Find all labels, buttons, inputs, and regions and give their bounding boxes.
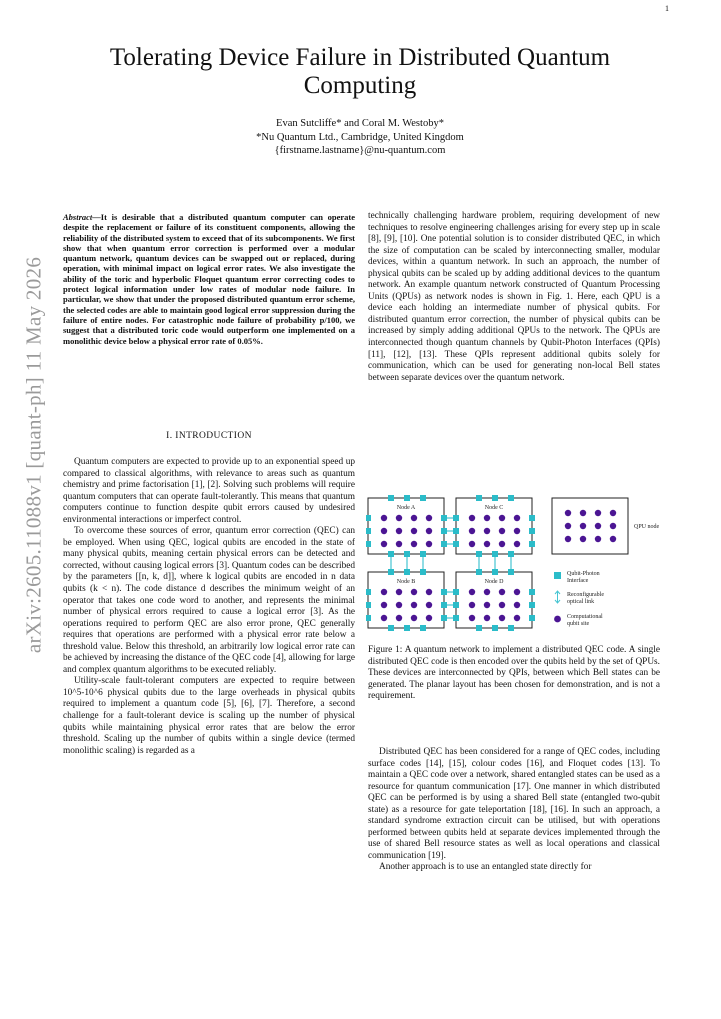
qpi-square xyxy=(529,615,535,621)
qpi-square xyxy=(366,615,371,621)
qubit-site xyxy=(514,589,520,595)
qubit-site xyxy=(595,523,601,529)
qpi-square xyxy=(529,541,535,547)
qpi-square xyxy=(366,541,371,547)
qubit-site xyxy=(411,602,417,608)
page-number: 1 xyxy=(665,4,669,13)
section-heading: I. INTRODUCTION xyxy=(166,431,252,441)
node-label: Node C xyxy=(484,505,504,511)
qubit-site xyxy=(484,602,490,608)
qpi-square xyxy=(420,495,426,501)
qubit-site xyxy=(610,510,616,516)
qpi-square xyxy=(492,551,498,557)
qubit-site xyxy=(411,541,417,547)
qpi-square xyxy=(453,515,459,521)
qubit-site xyxy=(469,615,475,621)
figure-1-network-diagram xyxy=(366,494,666,640)
qubit-site xyxy=(484,615,490,621)
qubit-site xyxy=(381,615,387,621)
legend-label: Qubit-Photon xyxy=(567,571,600,577)
qubit-site xyxy=(426,541,432,547)
double-arrow-icon xyxy=(555,591,560,603)
qpi-square xyxy=(420,625,426,631)
qubit-site xyxy=(484,515,490,521)
qpi-square xyxy=(476,495,482,501)
qubit-site xyxy=(381,528,387,534)
qubit-site xyxy=(580,523,586,529)
qpi-square xyxy=(476,551,482,557)
qubit-site xyxy=(381,602,387,608)
right-column-top xyxy=(368,211,660,384)
qubit-site xyxy=(499,615,505,621)
qubit-site xyxy=(411,515,417,521)
paragraph: Utility-scale fault-tolerant computers are expected to require between 10^5-10^6 physical qubits due to the large overheads in physical qubits required to implement a quantum code [5], [6], [7]. Therefore, a second challenge for a fault-tolerant device is scaling up the number of physical qubits while maintaining physical error rates that are below the error threshold. Scaling up the number of qubits within a single device (termed monolithic scaling) is regarded as a xyxy=(63,676,355,756)
legend-label: Computational xyxy=(567,614,603,620)
abstract-text: It is desirable that a distributed quantum computer can operate despite the replacement or failure of its constituent components, allowing the reliability of the distributed system to exceed that of its subcomponents. We first show that when quantum error correction is performed over a modular quantum network, quantum devices can be swapped out or replaced, during operation, with minimal impact on logical error rates. We also investigate the ability of the toric and hyperbolic Floquet quantum error correcting codes to protect logical information under low rates of modular node failure. In particular, we show that under the proposed distributed quantum error scheme, the selected codes are able to maintain good logical error suppression during the failure of entire nodes. For catastrophic node failure of probability p/100, we suggest that a distributed toric code would outperform one implemented on a monolithic device below a physical error rate of 0.05%. xyxy=(63,212,355,346)
qubit-site xyxy=(499,528,505,534)
legend-label: qubit site xyxy=(567,621,590,627)
qubit-site xyxy=(381,541,387,547)
node-label: Node A xyxy=(396,505,416,511)
qubit-site xyxy=(426,528,432,534)
qubit-site xyxy=(610,536,616,542)
author-block xyxy=(60,117,660,158)
qpi-square xyxy=(404,495,410,501)
qubit-site xyxy=(469,602,475,608)
qpu-node-box xyxy=(552,498,628,554)
qpi-square xyxy=(404,625,410,631)
qpi-square xyxy=(388,625,394,631)
legend-label: Reconfigurable xyxy=(567,592,604,598)
qubit-site xyxy=(396,528,402,534)
qpi-square xyxy=(492,569,498,575)
qpi-square xyxy=(441,602,447,608)
qpi-square xyxy=(508,551,514,557)
qpi-square xyxy=(492,625,498,631)
qpi-square xyxy=(420,569,426,575)
qpi-square xyxy=(388,569,394,575)
qubit-site xyxy=(595,510,601,516)
node-label: Node D xyxy=(484,579,504,585)
arxiv-stamp-text: arXiv:2605.11088v1 [quant-ph] 11 May 2026 xyxy=(21,256,46,654)
qubit-site xyxy=(381,515,387,521)
qpi-square xyxy=(492,495,498,501)
qpi-square xyxy=(366,589,371,595)
qpi-square xyxy=(404,551,410,557)
qpi-square xyxy=(366,602,371,608)
legend-label: optical link xyxy=(567,599,595,605)
qubit-site xyxy=(514,515,520,521)
qubit-site xyxy=(484,589,490,595)
teal-square-icon xyxy=(554,572,561,579)
qpi-square xyxy=(441,615,447,621)
figure-1-caption: Figure 1: A quantum network to implement a distributed QEC code. A single distributed QEC code is then encoded over the qubits held by the set of QPUs. These devices are interconnected by QPIs, between which Bell states can be generated. The planar layout has been chosen for demonstration, and is not a requirement. xyxy=(368,645,660,702)
qubit-site xyxy=(411,589,417,595)
node-label: Node B xyxy=(396,579,416,585)
paragraph: To overcome these sources of error, quantum error correction (QEC) can be employed. When using QEC, logical qubits are encoded in the state of many physical qubits, meaning certain physical errors can be detected and corrected, without causing logical errors [3]. Quantum codes can be described by the parameters [[n, k, d]], where k logical qubits are encoded in n data qubits (k < n). The code distance d describes the minimum weight of an operator that takes one code word to another, and represents the minimal number of physical errors required to cause a logical error [3]. As the operations required to perform QEC are also error prone, QEC generally requires that operations are performed with a physical error rate below a threshold value. Below this threshold, an arbitrarily low logical error rate can be achieved by increasing the distance of the QEC code [4], allowing for large and complex quantum algorithms to be executed reliably. xyxy=(63,526,355,675)
qubit-site xyxy=(499,515,505,521)
author-affiliation: *Nu Quantum Ltd., Cambridge, United Kingdom xyxy=(256,131,464,143)
qpi-square xyxy=(366,515,371,521)
qpi-square xyxy=(453,528,459,534)
qubit-site xyxy=(565,536,571,542)
qubit-site xyxy=(469,541,475,547)
qpi-square xyxy=(441,541,447,547)
qubit-site xyxy=(396,589,402,595)
qubit-site xyxy=(514,602,520,608)
qpi-square xyxy=(529,528,535,534)
abstract-label: Abstract— xyxy=(63,212,101,222)
legend-label: Interface xyxy=(567,578,589,584)
qubit-site xyxy=(426,615,432,621)
paragraph: technically challenging hardware problem, requiring development of new techniques to resolve engineering challenges arising for every step up in scale [8], [9], [10]. One potential solution is to consider distributed QEC, in which the size of computation can be scaled by interconnecting smaller, modular devices, within a quantum network. In such an approach, the number of physical qubits can be scaled up by adding additional devices to the quantum network. An example quantum network constructed of Quantum Processing Units (QPUs) as network nodes is shown in Fig. 1. Here, each QPU is a device each holding an intermediate number of physical qubits. For distributed quantum error correction, the number of physical qubits can be increased by simply adding additional QPUs to the network. The QPUs are interconnected though quantum channels by Qubit-Photon Interfaces (QPIs) [11], [12], [13]. These QPIs represent additional qubits solely for communication, which can be used for generating non-local Bell states between separate devices over the quantum network. xyxy=(368,211,660,383)
author-names: Evan Sutcliffe* and Coral M. Westoby* xyxy=(276,118,444,129)
qpi-square xyxy=(404,569,410,575)
qubit-site xyxy=(396,515,402,521)
left-column-body xyxy=(63,457,355,757)
right-column-bottom xyxy=(368,747,660,874)
qubit-site xyxy=(484,541,490,547)
qpu-node-label: QPU node xyxy=(634,524,660,530)
qubit-site xyxy=(499,541,505,547)
qubit-site xyxy=(426,602,432,608)
purple-dot-icon xyxy=(554,616,561,623)
qpi-square xyxy=(441,589,447,595)
qubit-site xyxy=(514,615,520,621)
qubit-site xyxy=(514,528,520,534)
qubit-site xyxy=(426,515,432,521)
qubit-site xyxy=(426,589,432,595)
author-email: {firstname.lastname}@nu-quantum.com xyxy=(274,145,446,156)
paragraph: Distributed QEC has been considered for a range of QEC codes, including surface codes [14], [15], colour codes [16], and Floquet codes [13]. To maintain a QEC code over a network, shared entangled states can be used as a resource for quantum communication [17]. One manner in which distributed QEC can be performed is by using a shared Bell state (entangled two-qubit state) as a resource for gate teleportation [18], [16]. In such an approach, a standard syndrome extraction circuit can be utilised, but with operations performed between qubits held at separate devices implemented through the use of shared Bell resource states as well as local operations and classical communication [19]. xyxy=(368,747,660,861)
qpi-square xyxy=(529,602,535,608)
qubit-site xyxy=(565,523,571,529)
qubit-site xyxy=(396,615,402,621)
qpi-square xyxy=(508,625,514,631)
qpi-square xyxy=(420,551,426,557)
abstract xyxy=(63,212,355,346)
qpi-square xyxy=(441,515,447,521)
qubit-site xyxy=(411,615,417,621)
qubit-site xyxy=(469,515,475,521)
qubit-site xyxy=(565,510,571,516)
qpi-square xyxy=(453,602,459,608)
qpi-square xyxy=(453,615,459,621)
qpi-square xyxy=(441,528,447,534)
qubit-site xyxy=(411,528,417,534)
qpi-square xyxy=(366,528,371,534)
qubit-site xyxy=(580,536,586,542)
qubit-site xyxy=(499,589,505,595)
qpi-square xyxy=(453,541,459,547)
qpi-square xyxy=(529,515,535,521)
qpi-square xyxy=(508,495,514,501)
paper-title: Tolerating Device Failure in Distributed Quantum Computing xyxy=(109,44,611,99)
qpi-square xyxy=(388,551,394,557)
qubit-site xyxy=(499,602,505,608)
qubit-site xyxy=(514,541,520,547)
qpi-square xyxy=(476,569,482,575)
qubit-site xyxy=(469,528,475,534)
qpi-square xyxy=(508,569,514,575)
qubit-site xyxy=(396,541,402,547)
qpi-square xyxy=(476,625,482,631)
qubit-site xyxy=(484,528,490,534)
qpi-square xyxy=(529,589,535,595)
arxiv-stamp xyxy=(0,0,60,1019)
qubit-site xyxy=(580,510,586,516)
qubit-site xyxy=(610,523,616,529)
qubit-site xyxy=(381,589,387,595)
qubit-site xyxy=(469,589,475,595)
qubit-site xyxy=(595,536,601,542)
qubit-site xyxy=(396,602,402,608)
paragraph: Another approach is to use an entangled state directly for xyxy=(379,862,592,873)
qpi-square xyxy=(388,495,394,501)
paragraph: Quantum computers are expected to provide up to an exponential speed up compared to classical algorithms, with relevance to areas such as quantum chemistry and prime factorisation [1], [2]. Solving such problems will require quantum computers that can operate fault-tolerantly. This means that quantum computers continue to function despite qubit errors caused by undesired environmental interactions or imperfect control. xyxy=(63,457,355,525)
qpi-square xyxy=(453,589,459,595)
